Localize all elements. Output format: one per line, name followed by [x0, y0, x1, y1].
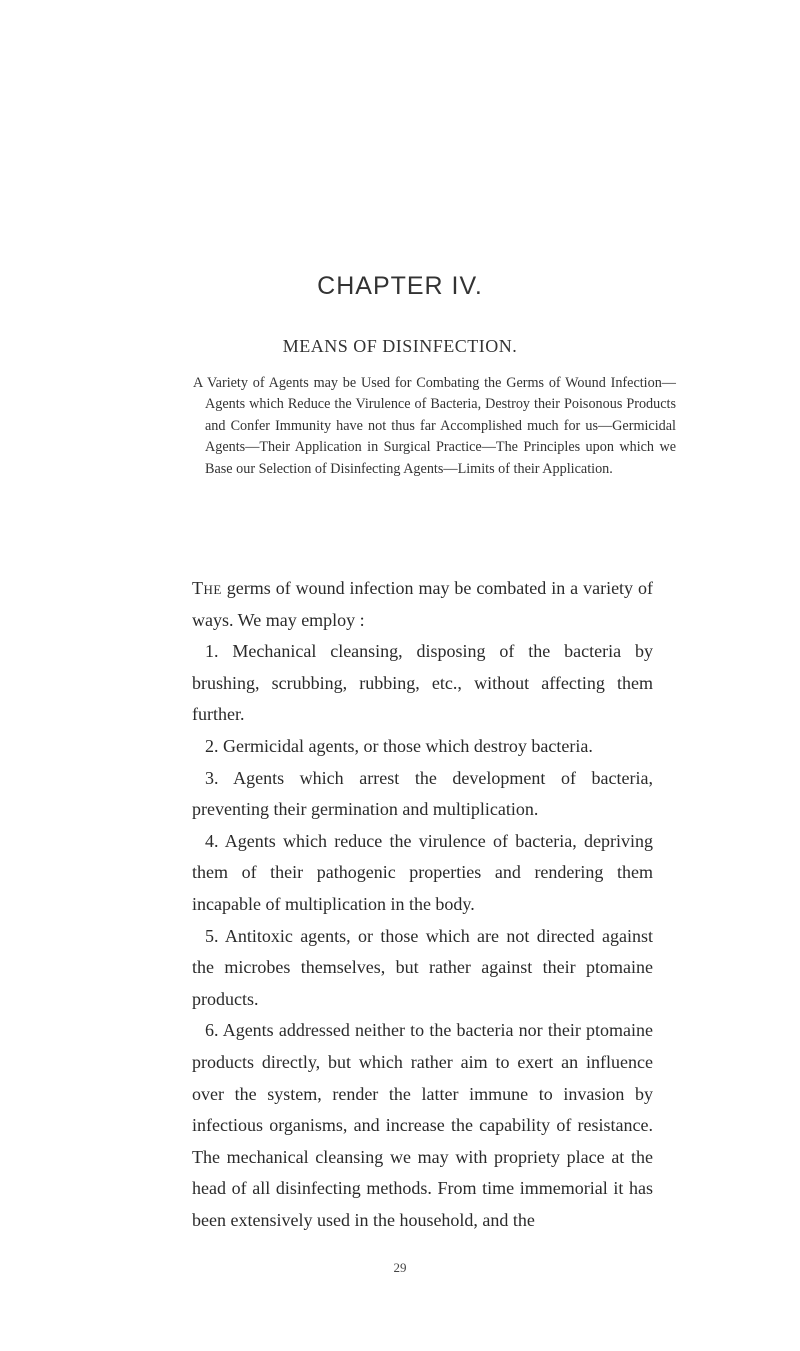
list-item: 5. Antitoxic agents, or those which are not directed against the microbes themselves, but rather against their ptomaine products. — [192, 925, 653, 1009]
list-item: 6. Agents addressed neither to the bacteria nor their ptomaine products directly, but which rather aim to exert an influence over the system, render the latter immune to invasion by infectious organisms, and increase the capability of resistance. The mechanical cleansing we may with propriety place at the head of all disinfecting methods. From time immemorial it has been extensively used in the household, and the — [192, 1020, 653, 1230]
lead-word: The — [192, 578, 222, 598]
section-title: MEANS OF DISINFECTION. — [282, 336, 518, 356]
list-item: 4. Agents which reduce the virulence of bacteria, depriving them of their pathogenic properties and rendering them incapable of multiplication in the body. — [192, 830, 653, 914]
list-item: 2. Germicidal agents, or those which destroy bacteria. — [205, 735, 593, 756]
chapter-title: CHAPTER IV. — [317, 272, 483, 300]
intro-text: germs of wound infection may be combated in a variety of ways. We may employ : — [192, 578, 653, 630]
list-item: 1. Mechanical cleansing, disposing of the bacteria by brushing, scrubbing, rubbing, etc., without affecting them further. — [192, 641, 653, 725]
page-number: 29 — [393, 1260, 407, 1275]
list-item: 3. Agents which arrest the development of bacteria, preventing their germination and multiplication. — [192, 767, 653, 820]
body-text — [192, 573, 653, 1236]
chapter-synopsis: A Variety of Agents may be Used for Combating the Germs of Wound Infection—Agents which Reduce the Virulence of Bacteria, Destroy their Poisonous Products and Confer Immunity have not thus far Accomplished much for us—Germicidal Agents—Their Application in Surgical Practice—The Principles upon which we Base our Selection of Disinfecting Agents—Limits of their Application. — [193, 375, 676, 477]
intro-paragraph — [192, 573, 653, 636]
